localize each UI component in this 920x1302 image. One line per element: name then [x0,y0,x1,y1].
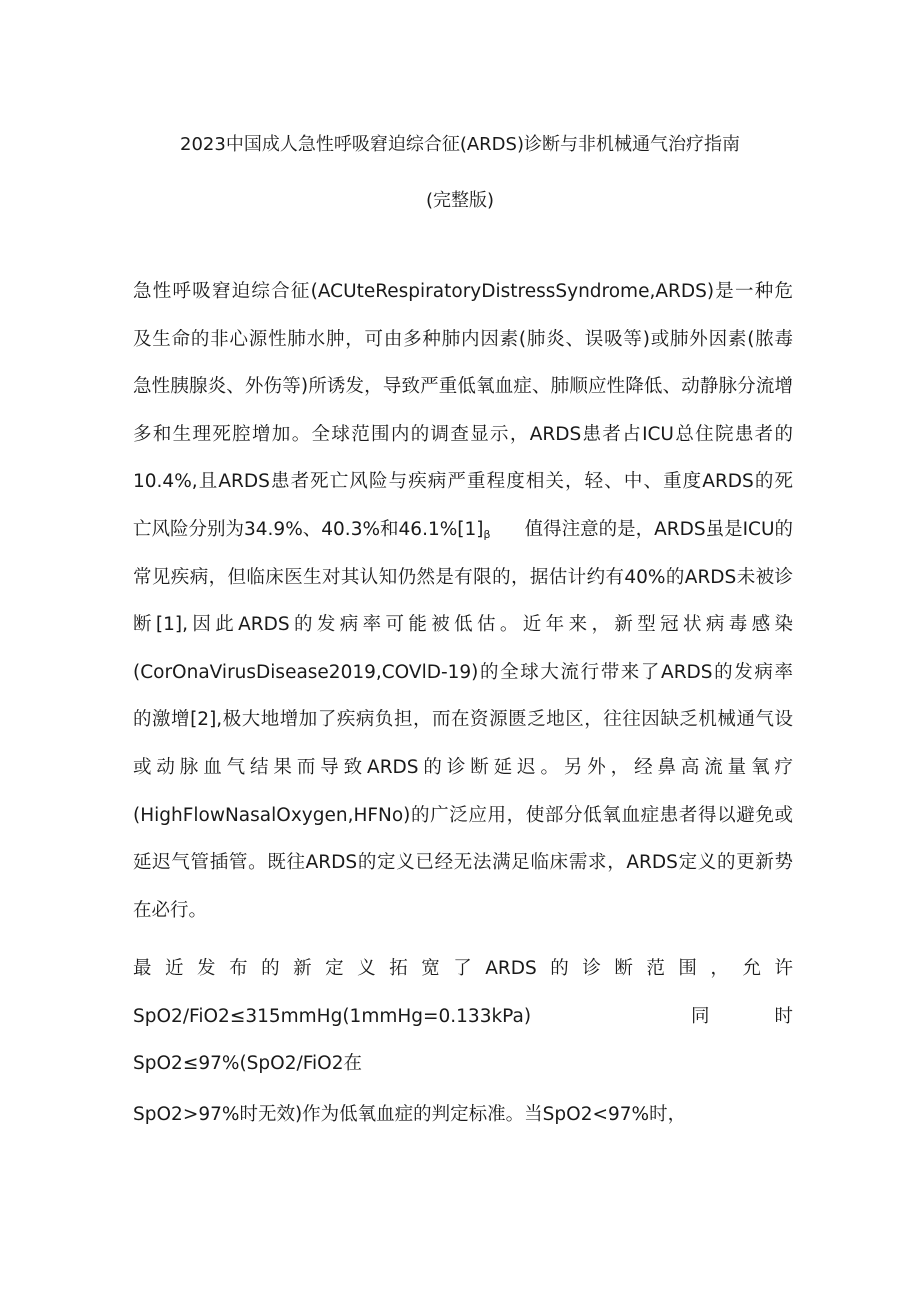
paragraph-line: 常见疾病，但临床医生对其认知仍然是有限的，据估计约有40%的ARDS未被诊 [133,566,793,588]
paragraph-line: 多和生理死腔增加。全球范围内的调查显示，ARDS患者占ICU总住院患者的 [133,423,793,445]
paragraph-line: 及生命的非心源性肺水肿，可由多种肺内因素(肺炎、误吸等)或肺外因素(脓毒 [133,328,793,350]
paragraph-line: 的激增[2],极大地增加了疾病负担，而在资源匮乏地区，往往因缺乏机械通气设 [133,709,793,731]
paragraph-line: (HighFlowNasalOxygen,HFNo)的广泛应用，使部分低氧血症患者得以避免或 [133,804,793,826]
paragraph-definition [133,945,793,1088]
paragraph-criteria [133,1091,793,1139]
paragraph-line: 断[1],因此ARDS的发病率可能被低估。近年来，新型冠状病毒感染 [133,614,793,636]
document-subtitle: (完整版) [425,190,495,211]
word-same: 同 [691,1005,710,1027]
paragraph-line: 急性呼吸窘迫综合征(ACUteRespiratoryDistressSyndrome,ARDS)是一种危 [133,281,793,302]
paragraph-line: (CorOnaVirusDisease2019,COVlD-19)的全球大流行带来了ARDS的发病率 [133,661,793,683]
paragraph-line: 最近发布的新定义拓宽了ARDS的诊断范围，允许 [133,958,793,979]
paragraph-intro [133,268,793,934]
paragraph-line: SpO2≤97%(SpO2∕FiO2在 [133,1053,362,1075]
paragraph-line: 10.4%,且ARDS患者死亡风险与疾病严重程度相关，轻、中、重度ARDS的死 [133,471,793,493]
citation-subscript: β [483,527,491,541]
paragraph-line: 急性胰腺炎、外伤等)所诱发，导致严重低氧血症、肺顺应性降低、动静脉分流增 [133,376,793,398]
paragraph-line: 或动脉血气结果而导致ARDS的诊断延迟。另外，经鼻高流量氧疗 [133,756,793,778]
word-time: 时 [774,1005,793,1027]
paragraph-line [133,506,793,554]
paragraph-line: 在必行。 [133,899,208,921]
paragraph-line-tail: 值得注意的是，ARDS虽是ICU的 [524,518,793,540]
paragraph-line: SpO2>97%时无效)作为低氧血症的判定标准。当SpO2<97%时， [133,1104,687,1125]
citation-text: 亡风险分别为34.9%、40.3%和46.1%[1] [133,518,484,540]
formula-text: SpO2∕FiO2≤315mmHg(1mmHg=0.133kPa) [133,1005,532,1027]
paragraph-line: 延迟气管插管。既往ARDS的定义已经无法满足临床需求，ARDS定义的更新势 [133,852,793,874]
paragraph-line [133,993,793,1041]
document-title: 2023中国成人急性呼吸窘迫综合征(ARDS)诊断与非机械通气治疗指南 [180,134,740,155]
